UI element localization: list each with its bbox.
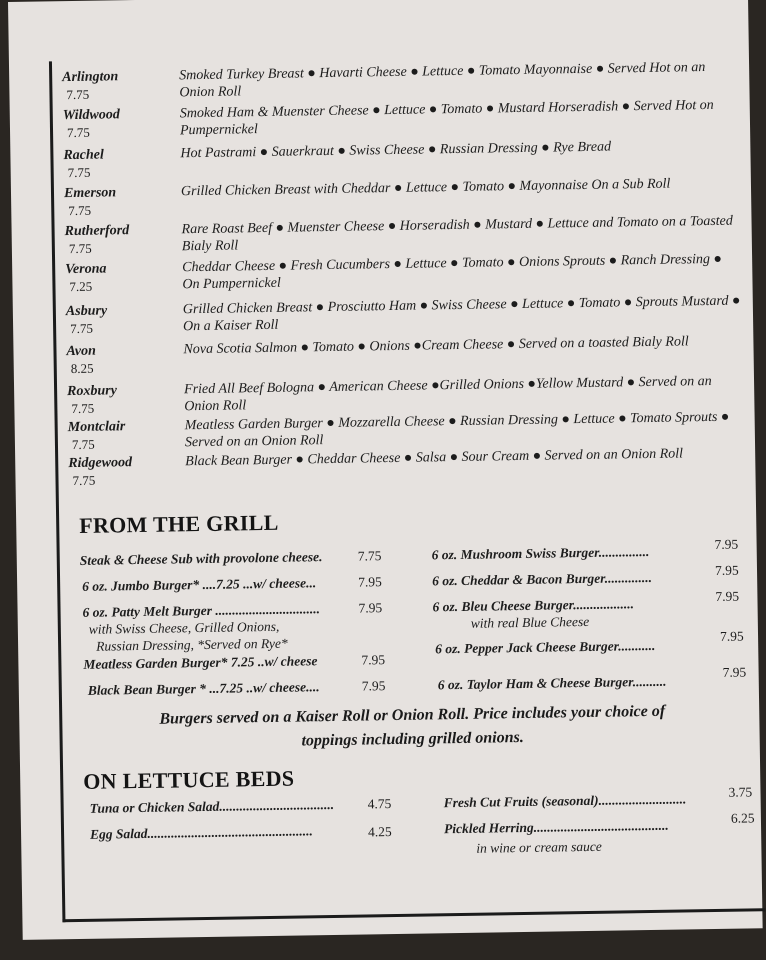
sandwich-name	[63, 105, 174, 141]
sandwich-description: Black Bean Burger ● Cheddar Cheese ● Salsa ● Sour Cream ● Served on an Onion Roll	[185, 446, 684, 470]
menu-item-price: 7.95	[358, 574, 382, 590]
sandwich-description: Fried All Beef Bologna ● American Cheese ●Grilled Onions ●Yellow Mustard ● Served on an Onion Roll	[183, 373, 712, 415]
grill-note-line-1: Burgers served on a Kaiser Roll or Onion Roll. Price includes your choice of	[159, 702, 666, 728]
menu-item-note: Russian Dressing, *Served on Rye*	[96, 635, 288, 654]
menu-item-price: 7.95	[722, 664, 747, 680]
sandwich-description: Grilled Chicken Breast ● Prosciutto Ham ● Swiss Cheese ● Lettuce ● Tomato ● Sprouts Mustard ● On a Kaiser Roll	[182, 293, 741, 335]
menu-item-note: with Swiss Cheese, Grilled Onions,	[88, 618, 280, 637]
menu-item-fresh-fruits: Fresh Cut Fruits (seasonal)..........................	[443, 791, 687, 811]
sandwich-title: Arlington	[62, 69, 119, 86]
sandwich-name	[62, 67, 173, 103]
sandwich-description: Nova Scotia Salmon ● Tomato ● Onions ●Cream Cheese ● Served on a toasted Bialy Roll	[183, 334, 689, 358]
sandwich-title: Rutherford	[64, 223, 130, 240]
sandwich-row	[62, 59, 732, 103]
sandwich-description: Rare Roast Beef ● Muenster Cheese ● Horseradish ● Mustard ● Lettuce and Tomato on a Toasted Bialy Roll	[181, 213, 733, 255]
menu-item-note: with real Blue Cheese	[470, 613, 590, 631]
sandwich-title: Wildwood	[62, 107, 120, 124]
menu-item-price: 6.25	[730, 810, 755, 826]
menu-item-cheddar-bacon: 6 oz. Cheddar & Bacon Burger..............	[432, 569, 653, 589]
sandwich-list	[52, 50, 752, 489]
sandwich-description: Grilled Chicken Breast with Cheddar ● Lettuce ● Tomato ● Mayonnaise On a Sub Roll	[180, 176, 671, 200]
sandwich-title: Asbury	[65, 303, 108, 320]
menu-item-price: 7.95	[719, 628, 744, 644]
sandwich-name	[66, 341, 177, 377]
sandwich-price: 8.25	[70, 360, 94, 377]
menu-item-patty-melt: 6 oz. Patty Melt Burger ...............................	[82, 601, 321, 620]
menu-item-price: 7.95	[361, 652, 386, 668]
sandwich-name	[66, 301, 177, 337]
menu-item-bleu-cheese: 6 oz. Bleu Cheese Burger..................	[432, 596, 635, 615]
menu-item-garden-burger: Meatless Garden Burger* 7.25 ..w/ cheese	[83, 653, 318, 672]
menu-item-pickled-herring: Pickled Herring........................................	[443, 817, 669, 837]
sandwich-title: Montclair	[67, 419, 126, 436]
menu-item-price: 7.95	[358, 600, 383, 616]
sandwich-name	[64, 183, 175, 219]
sandwich-price: 7.75	[66, 86, 90, 103]
sandwich-name	[68, 453, 179, 489]
sandwich-title: Verona	[65, 261, 107, 278]
sandwich-name	[63, 145, 174, 181]
sandwich-title: Emerson	[63, 185, 117, 202]
sandwich-title: Ridgewood	[68, 455, 133, 472]
grill-section-title: FROM THE GRILL	[79, 509, 279, 538]
menu-item-note: in wine or cream sauce	[476, 838, 602, 856]
menu-item-price: 7.95	[714, 562, 739, 578]
sandwich-name	[65, 259, 176, 295]
menu-item-price: 7.75	[357, 548, 382, 564]
sandwich-title: Avon	[66, 343, 96, 360]
sandwich-price: 7.75	[68, 240, 92, 257]
grill-note-line-2: toppings including grilled onions.	[301, 728, 524, 750]
menu-item-price: 7.95	[714, 536, 739, 552]
sandwich-description: Smoked Turkey Breast ● Havarti Cheese ● Lettuce ● Tomato Mayonnaise ● Served Hot on an Onion Roll	[179, 60, 706, 101]
menu-item-egg-salad: Egg Salad.................................................	[89, 823, 313, 842]
sandwich-title: Roxbury	[67, 383, 118, 400]
sandwich-price: 7.75	[67, 164, 91, 181]
sandwich-price: 7.75	[66, 124, 90, 141]
sandwich-description: Cheddar Cheese ● Fresh Cucumbers ● Lettuce ● Tomato ● Onions Sprouts ● Ranch Dressing ● On Pumpernickel	[182, 251, 723, 293]
menu-item-price: 4.75	[367, 796, 392, 812]
sandwich-price: 7.75	[71, 436, 95, 453]
sandwich-description: Hot Pastrami ● Sauerkraut ● Swiss Cheese ● Russian Dressing ● Rye Bread	[180, 139, 612, 162]
menu-item-tuna-chicken-salad: Tuna or Chicken Salad..................................	[89, 796, 335, 816]
menu-item-mushroom-swiss: 6 oz. Mushroom Swiss Burger...............	[431, 543, 650, 563]
menu-item-taylor-ham: 6 oz. Taylor Ham & Cheese Burger..........	[437, 673, 667, 693]
menu-item-pepper-jack: 6 oz. Pepper Jack Cheese Burger...........	[435, 637, 656, 657]
sandwich-price: 7.25	[69, 278, 93, 295]
lettuce-section-title: ON LETTUCE BEDS	[83, 765, 295, 794]
menu-item-steak-cheese-sub: Steak & Cheese Sub with provolone cheese.	[79, 549, 323, 568]
sandwich-name	[67, 381, 178, 417]
menu-item-black-bean-burger: Black Bean Burger * ...7.25 ..w/ cheese....	[87, 679, 320, 698]
menu-item-price: 3.75	[728, 784, 753, 800]
sandwich-price: 7.75	[70, 320, 94, 337]
sandwich-row	[65, 293, 741, 337]
sandwich-description: Meatless Garden Burger ● Mozzarella Cheese ● Russian Dressing ● Lettuce ● Tomato Sprouts ● Served on an Onion Roll	[184, 409, 730, 451]
sandwich-price: 7.75	[71, 400, 95, 417]
menu-item-jumbo-burger: 6 oz. Jumbo Burger* ....7.25 ...w/ cheese...	[82, 575, 317, 594]
sandwich-price: 7.75	[72, 472, 96, 489]
sandwich-description: Smoked Ham & Muenster Cheese ● Lettuce ● Tomato ● Mustard Horseradish ● Served Hot on Pumpernickel	[179, 97, 714, 139]
sandwich-name	[68, 417, 179, 453]
menu-item-price: 7.95	[715, 588, 740, 604]
menu-panel	[49, 50, 765, 922]
menu-item-price: 4.25	[367, 824, 392, 840]
sandwich-price: 7.75	[68, 202, 92, 219]
menu-page	[8, 0, 763, 940]
menu-item-price: 7.95	[361, 678, 386, 694]
sandwich-title: Rachel	[63, 147, 104, 164]
sandwich-name	[64, 221, 175, 257]
